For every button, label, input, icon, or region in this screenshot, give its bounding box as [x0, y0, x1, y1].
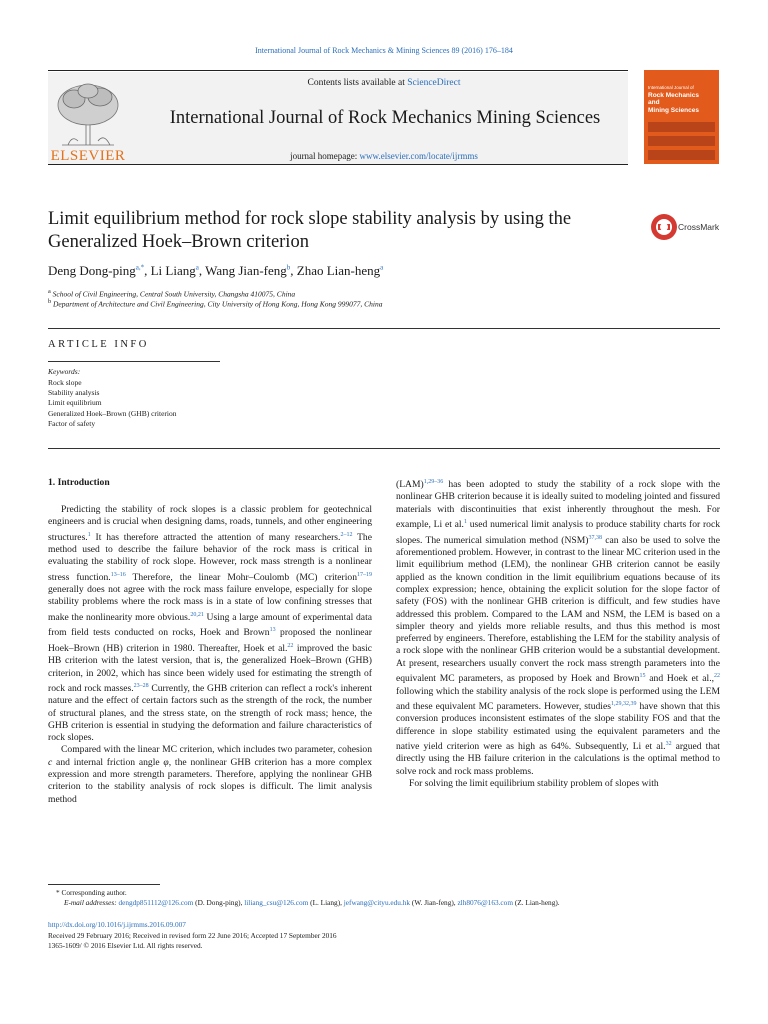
affiliation [48, 288, 295, 299]
author-sup[interactable]: a [380, 263, 384, 272]
affiliation-sup: a [48, 288, 51, 295]
email-owner: (D. Dong-ping), [195, 898, 243, 907]
email-owner: (W. Jian-feng), [411, 898, 456, 907]
author-sup[interactable]: b [286, 263, 291, 272]
keywords-list [48, 378, 177, 429]
contents-prefix: Contents lists available at [307, 78, 408, 88]
keyword: Stability analysis [48, 388, 100, 398]
email-link[interactable]: zlh8076@163.com [457, 898, 513, 907]
email-link[interactable]: dengdp851112@126.com [118, 898, 194, 907]
article-dates [48, 920, 337, 952]
email-label: E-mail addresses: [64, 898, 117, 907]
crossmark-label[interactable]: CrossMark [678, 222, 720, 232]
journal-cover-thumbnail[interactable] [644, 70, 719, 164]
keyword: Factor of safety [48, 418, 96, 428]
author-sup[interactable]: a [195, 263, 199, 272]
cover-line: Mining Sciences [648, 106, 699, 114]
affiliation-sup: b [48, 298, 52, 305]
footnote-rule [48, 884, 160, 885]
keyword: Rock slope [48, 378, 82, 387]
author-separator: , [198, 263, 206, 278]
cover-line: and [648, 99, 660, 106]
cover-strip [648, 136, 715, 146]
sciencedirect-link[interactable]: ScienceDirect [407, 78, 461, 88]
homepage-prefix: journal homepage: [290, 151, 360, 161]
author-sup[interactable]: a,* [135, 263, 145, 272]
email-addresses [64, 898, 560, 908]
corresponding-author-note [56, 888, 127, 898]
paragraph: (LAM)$^{1,29-36}$ has been adopted to study the stability of a rock slope with the nonlinear GHB criterion because it is ideally suited to modeling jointed and fissured materials with discontinuities that exist inherently throughout the mesh. For example, Li et al.$^1$ used numerical limit analysis to produce stability charts for rock slopes. The numerical simulation method (NSM)$^{37,38}$ can also be used to solve the aforementioned problem. However, in contrast to the linear MC criterion used in the limit equilibrium method (LEM), the nonlinear GHB criterion cannot be easily applied as the known condition in the limit equilibrium equations because of its complex expression; hence, obtaining the explicit solution for the slope factor of safety (FOS) with the nonlinear GHB criterion is difficult, and few studies have addressed this problem. Compared to the LAM and NSM, the LEM is based on a simpler theory and yields more reliable results, and thus this method is most preferred by engineers. Therefore, establishing the LEM for the stability analysis of a rock slope with the nonlinear GHB criterion would be a substantial development. At present, researchers usually convert the rock mass strength parameters into the equivalent MC parameters, as proposed by Hoek and Brown$^{15}$ and Hoek et al.,$^{22}$ following which the stability analysis of the rock slope is performed using the LEM and these equivalent MC parameters. However, studies$^{1,29,32,39}$ have shown that this conversion produces inconsistent estimates of the slope stability FOS and that the difference in slope stability estimated using the equivalent parameters and the native yield criterion were as high as 64%. Subsequently, Li et al.$^{32}$ argued that directly using the HB failure criterion in the calculations is the optimal method to solve rock and rock mass problems. [396, 479, 720, 777]
affiliation-text: School of Civil Engineering, Central South University, Changsha 410075, China [52, 289, 296, 299]
contents-line [150, 78, 618, 88]
keywords-rule [48, 361, 220, 362]
copyright-line: 1365-1609/ © 2016 Elsevier Ltd. All rights reserved. [48, 941, 203, 950]
journal-homepage [150, 151, 618, 161]
received-dates: Received 29 February 2016; Received in revised form 22 June 2016; Accepted 17 September 2016 [48, 930, 337, 940]
author-name: Wang Jian-feng [205, 263, 287, 278]
affiliation-text: Department of Architecture and Civil Engineering, City University of Hong Kong, Hong Kong 999077, China [53, 299, 383, 309]
keyword: Generalized Hoek–Brown (GHB) criterion [48, 408, 177, 418]
journal-citation[interactable]: International Journal of Rock Mechanics & Mining Sciences 89 (2016) 176–184 [255, 46, 513, 55]
doi-link[interactable]: http://dx.doi.org/10.1016/j.ijrmms.2016.09.007 [48, 920, 186, 929]
body-rule [48, 448, 720, 449]
title-line: Generalized Hoek–Brown criterion [48, 232, 309, 252]
paragraph: Compared with the linear MC criterion, which includes two parameter, cohesion c and internal friction angle φ, the nonlinear GHB criterion has a more complex expression and more strength parameters. Therefore, applying the nonlinear GHB criterion to the stability analysis of rock slopes is difficult. The limit analysis method [48, 744, 372, 805]
article-title [48, 208, 638, 254]
author-separator: , [290, 263, 297, 278]
paragraph: For solving the limit equilibrium stability problem of slopes with [409, 777, 659, 789]
section-heading: 1. Introduction [48, 477, 110, 488]
author-name: Li Liang [150, 263, 196, 278]
author-list [48, 263, 383, 279]
cover-line: Rock Mechanics [648, 91, 699, 99]
corresponding-text: Corresponding author. [61, 888, 127, 897]
cover-title [648, 84, 699, 114]
cover-strip [648, 150, 715, 160]
affiliation [48, 298, 382, 309]
author-name: Zhao Lian-heng [296, 263, 381, 278]
article-info-heading: ARTICLE INFO [48, 339, 149, 350]
email-link[interactable]: liliang_csu@126.com [244, 898, 309, 907]
keyword: Limit equilibrium [48, 398, 102, 408]
cover-line: International Journal of [648, 85, 694, 90]
journal-title: International Journal of Rock Mechanics Mining Sciences [169, 108, 601, 128]
email-owner: (L. Liang), [310, 898, 342, 907]
asterisk: * [56, 888, 62, 897]
author-separator: , [144, 263, 151, 278]
author-name: Deng Dong-ping [48, 263, 136, 278]
header-bottom-rule [48, 164, 628, 165]
email-link[interactable]: jefwang@cityu.edu.hk [343, 898, 411, 907]
homepage-link[interactable]: www.elsevier.com/locate/ijrmms [359, 151, 478, 161]
header-top-rule [48, 70, 628, 71]
keywords-label: Keywords: [48, 367, 81, 376]
body-column-left [48, 504, 372, 806]
article-info-rule [48, 328, 720, 329]
paragraph: Predicting the stability of rock slopes is a classic problem for geotechnical engineers and is crucial when designing dams, roads, tunnels, and other engineering structures.$^1$ It has therefore attracted the attention of many researchers.$^{2-12}$ The method used to describe the failure behavior of the rock mass is critical in evaluating the stability of rock slope. However, rock mass strength is a nonlinear stress function.$^{13-16}$ Therefore, the linear Mohr–Coulomb (MC) criterion$^{17-19}$ generally does not agree with the rock mass failure envelope, especially for slope stability problems where the rock mass is in a state of low confining stresses that make the nonlinearity more obvious.$^{20,21}$ Using a large amount of experimental data from field tests conducted on rocks, Hoek and Brown$^{13}$ proposed the nonlinear Hoek–Brown (HB) criterion in 1980. Thereafter, Hoek et al.$^{22}$ improved the basic HB criterion with the latest version, that is, the generalized Hoek–Brown (GHB) criterion, in 2002, which has since been widely used for estimating the strength of rock and rock masses.$^{23-28}$ Currently, the GHB criterion can reflect a rock's inherent nature and the effect of certain factors such as the strength of the rock, the number of structural planes, and the stress state, on the strength of rock mass; hence, the GHB criterion is essential in studying the deformation and failure characteristics of rock slopes. [48, 504, 373, 744]
email-owner: (Z. Lian-heng). [514, 898, 560, 907]
publisher-name: ELSEVIER [50, 148, 126, 164]
cover-strip [648, 122, 715, 132]
title-line: Limit equilibrium method for rock slope stability analysis by using the [48, 209, 572, 229]
body-column-right [396, 476, 720, 790]
